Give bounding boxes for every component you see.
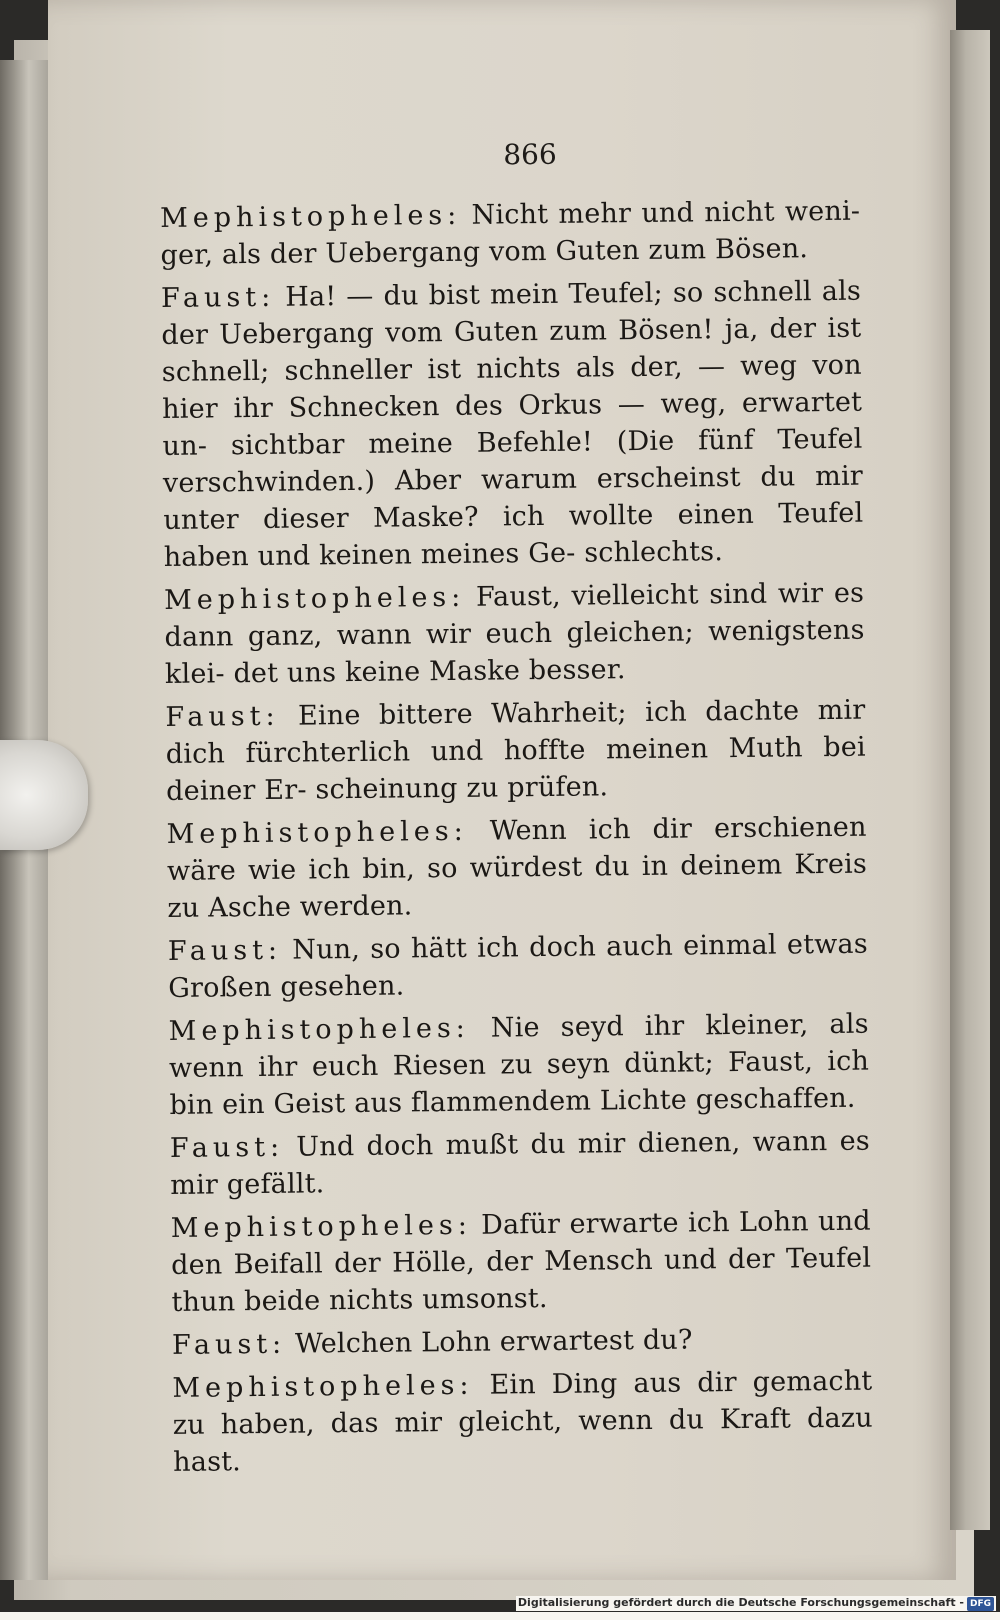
- speaker-name: Mephistopheles:: [160, 199, 462, 234]
- paragraph-text: Ha! — du bist mein Teufel; so schnell als der Uebergang vom Guten zum Bösen! ja, der ist schnell; schneller ist nichts als der, — weg von hier ihr Schnecken des Orkus — weg, erwartet un- sichtbar meine Befehle! (Die fünf Teufel verschwinden.) Aber warum erscheinst du mir unter dieser Maske? ich wollte einen Teufel haben und keinen meines Ge- schlechts.: [161, 275, 864, 573]
- paragraph-text: Nie seyd ihr kleiner, als wenn ihr euch Riesen zu seyn dünkt; Faust, ich bin ein Geist aus flammendem Lichte geschaffen.: [168, 1008, 870, 1121]
- paragraph: [166, 809, 867, 927]
- speaker-name: Mephistopheles:: [166, 815, 468, 850]
- digitization-credit: [516, 1596, 996, 1611]
- dfg-logo-icon: DFG: [967, 1597, 994, 1611]
- credit-text: Digitalisierung gefördert durch die Deutsche Forschungsgemeinschaft -: [517, 1596, 964, 1609]
- paragraph-text: Eine bittere Wahrheit; ich dachte mir dich fürchterlich und hoffte meinen Muth bei deiner Er- scheinung zu prüfen.: [165, 694, 866, 807]
- paragraph: [165, 692, 866, 810]
- speaker-name: Mephistopheles:: [170, 1209, 473, 1244]
- footer-bar: [0, 1612, 1000, 1620]
- paragraph: [172, 1363, 873, 1481]
- page-text: [160, 193, 873, 1487]
- paragraph: [160, 193, 861, 274]
- paragraph: [168, 926, 869, 1007]
- paragraph-text: Nicht mehr und nicht weni- ger, als der Uebergang vom Guten zum Bösen.: [160, 195, 861, 271]
- paragraph: [169, 1006, 870, 1124]
- paragraph-text: Welchen Lohn erwartest du?: [294, 1324, 693, 1360]
- speaker-name: Faust:: [160, 281, 276, 314]
- page-number: 866: [503, 137, 557, 172]
- paragraph: [164, 575, 865, 693]
- page-clip: [0, 740, 88, 850]
- paragraph-text: Dafür erwarte ich Lohn und den Beifall der Hölle, der Mensch und der Teufel thun beide nichts umsonst.: [170, 1205, 872, 1318]
- paragraph-text: Nun, so hätt ich doch auch einmal etwas Großen gesehen.: [168, 928, 868, 1004]
- paragraph: [171, 1203, 872, 1321]
- paragraph: [172, 1320, 872, 1364]
- speaker-name: Faust:: [165, 700, 280, 733]
- paragraph-text: Wenn ich dir erschienen wäre wie ich bin, so würdest du in deinem Kreis zu Asche werden.: [166, 811, 868, 924]
- speaker-name: Mephistopheles:: [172, 1369, 474, 1404]
- speaker-name: Faust:: [169, 1131, 285, 1164]
- next-page-edge: [950, 30, 990, 1530]
- speaker-name: Faust:: [171, 1328, 287, 1361]
- speaker-name: Mephistopheles:: [168, 1012, 470, 1047]
- paragraph-text: Faust, vielleicht sind wir es dann ganz, wann wir euch gleichen; wenigstens klei- det uns keine Maske besser.: [164, 577, 865, 690]
- speaker-name: Mephistopheles:: [164, 581, 466, 616]
- paragraph: [161, 273, 864, 576]
- speaker-name: Faust:: [167, 934, 283, 967]
- paragraph: [170, 1123, 871, 1204]
- paragraph-text: Ein Ding aus dir gemacht zu haben, das mir gleicht, wenn du Kraft dazu hast.: [172, 1365, 873, 1478]
- paragraph-text: Und doch mußt du mir dienen, wann es mir gefällt.: [170, 1125, 871, 1201]
